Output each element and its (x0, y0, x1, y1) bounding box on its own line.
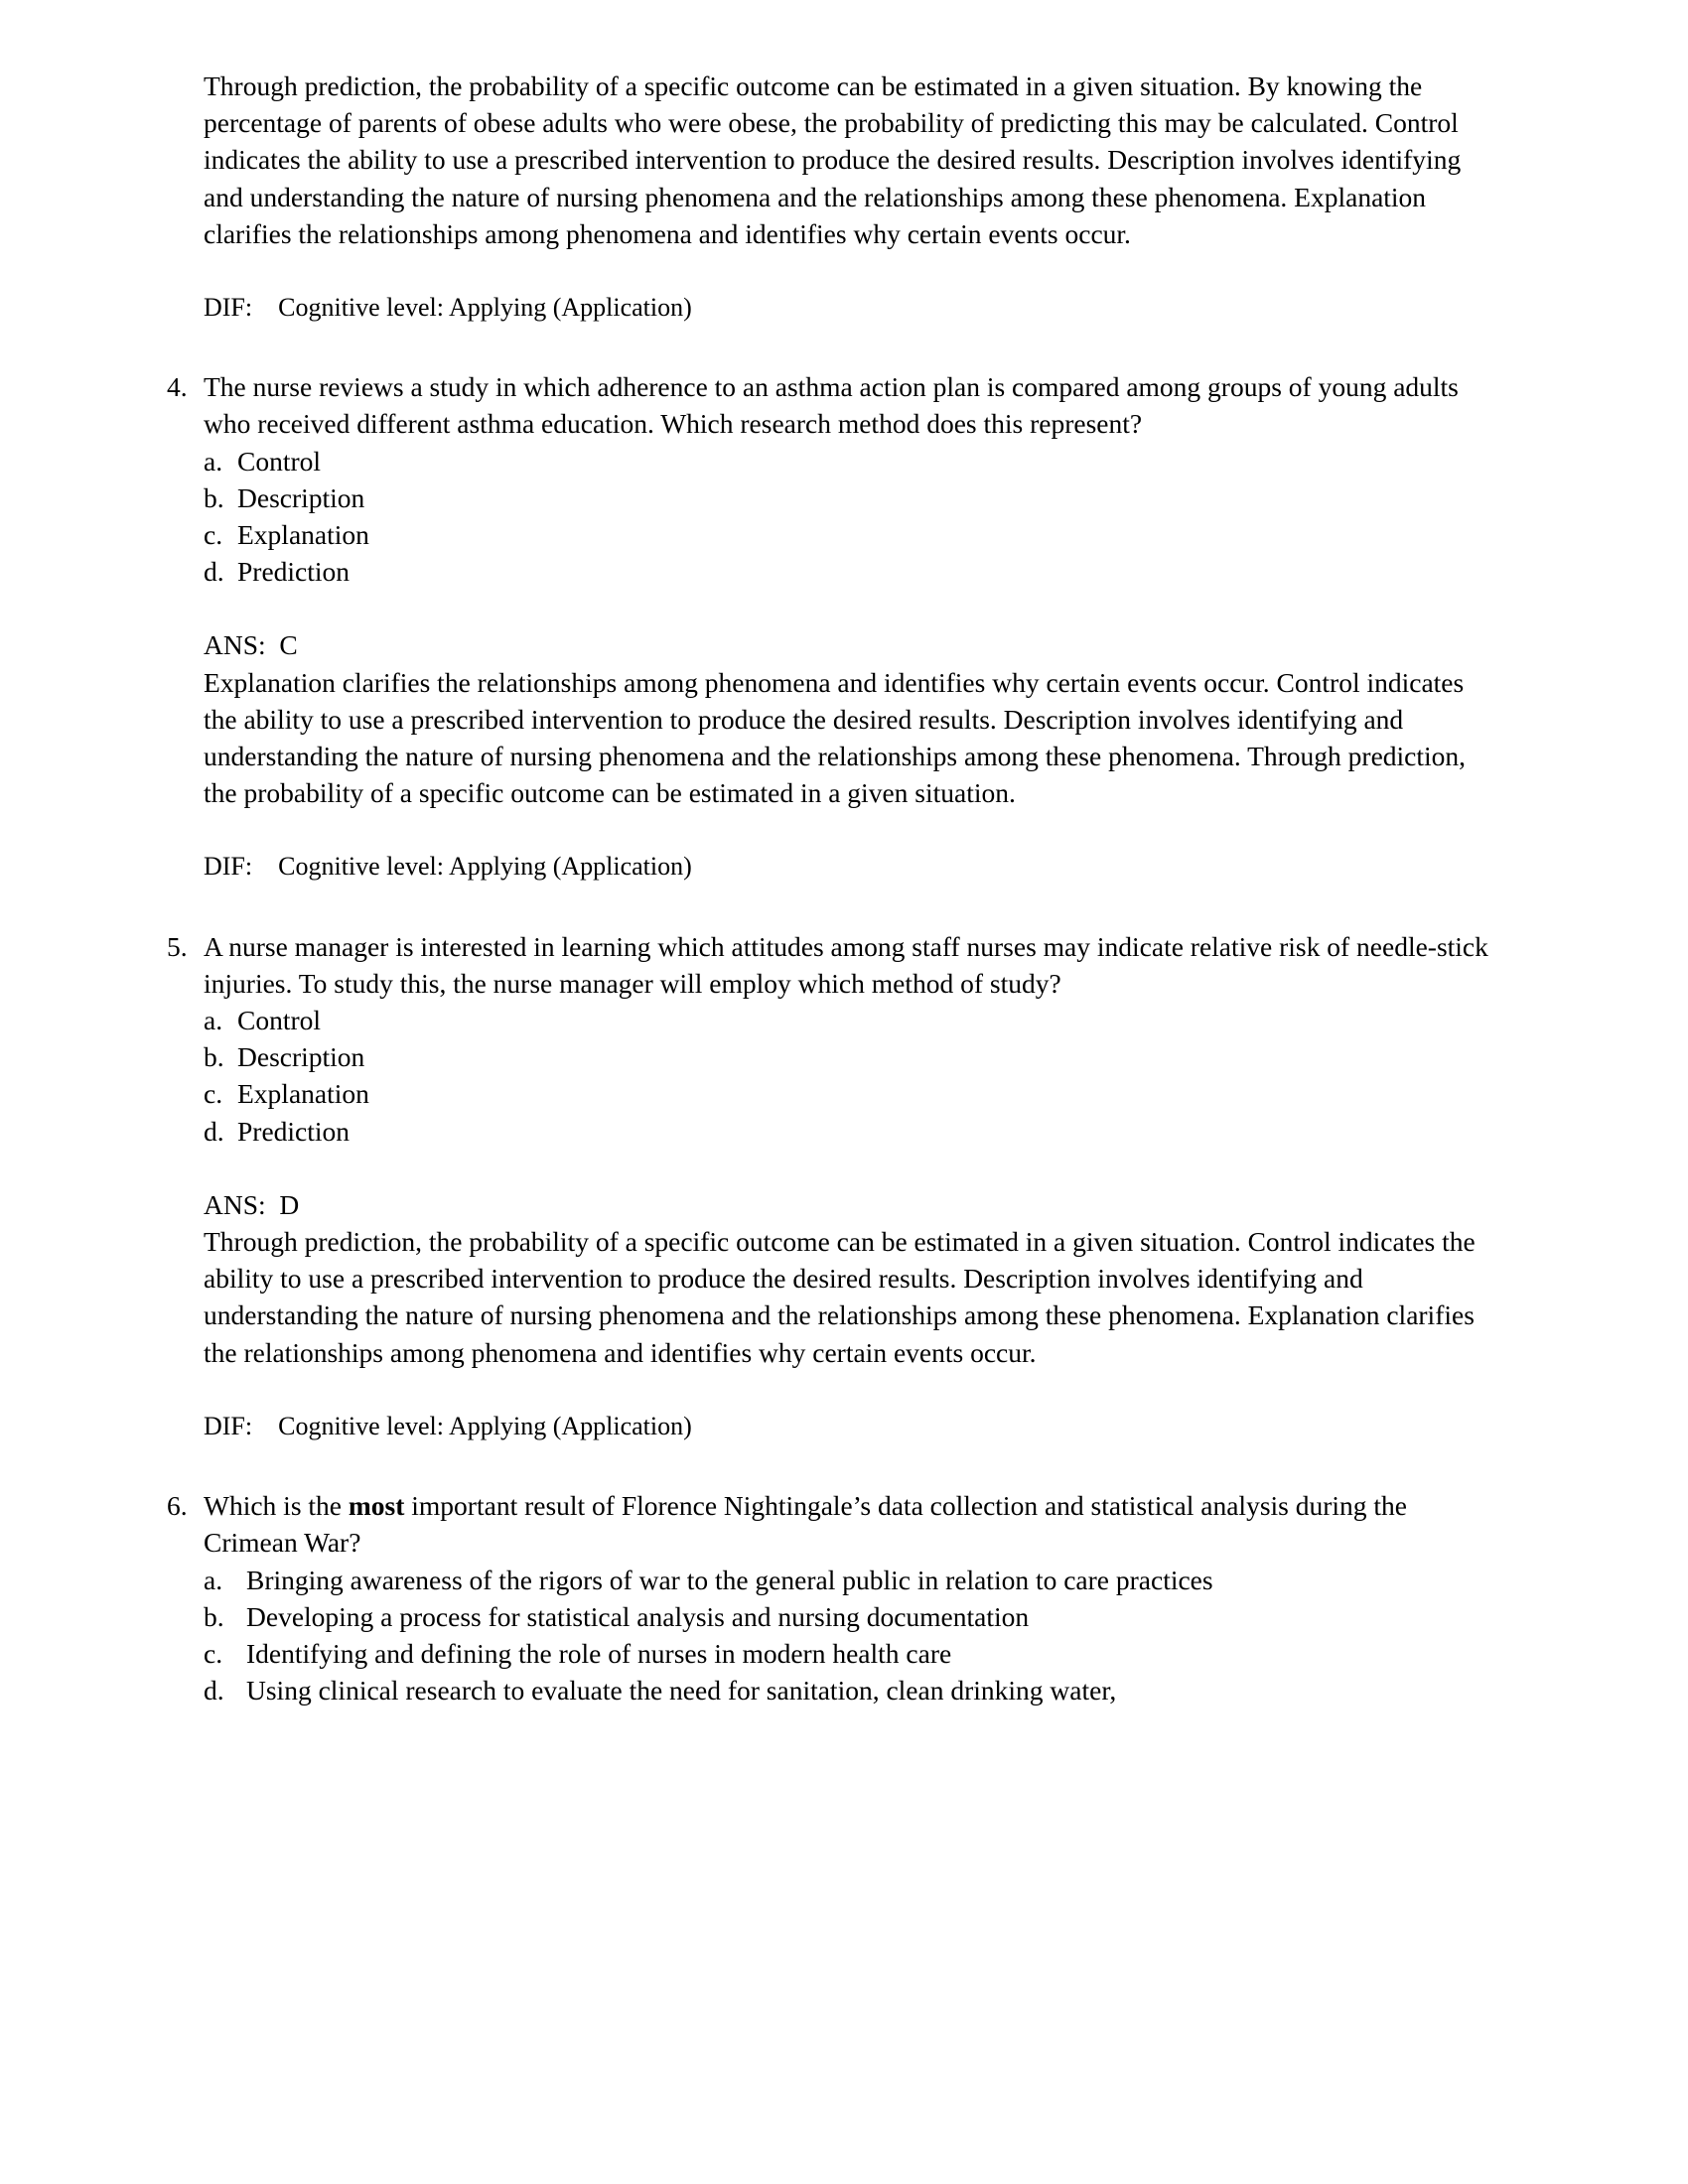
dif-label: DIF: (204, 852, 253, 882)
option-letter: b. (204, 1600, 224, 1632)
options-list-4 (204, 443, 1494, 591)
dif-line-5 (204, 1408, 1494, 1444)
option-text: Using clinical research to evaluate the need for sanitation, clean drinking water, (246, 1675, 1117, 1706)
option-text: Identifying and defining the role of nurses in modern health care (246, 1637, 952, 1669)
question-stem-text: The nurse reviews a study in which adherence to an asthma action plan is compared among groups of young adults who received different asthma education. Which research method does this represent? (204, 371, 1459, 440)
question-number-5: 5. (167, 930, 188, 962)
option-text: Prediction (237, 1115, 351, 1147)
option-item[interactable] (204, 1075, 1494, 1112)
option-item[interactable] (204, 1113, 1494, 1150)
dif-value: Cognitive level: Applying (Application) (278, 1411, 692, 1440)
option-item[interactable] (204, 1038, 1494, 1075)
dif-line-4 (204, 848, 1494, 885)
option-text: Explanation (237, 1078, 369, 1110)
option-letter: d. (204, 1675, 224, 1706)
answer-line-4 (204, 626, 1494, 663)
question-stem-6 (204, 1487, 1494, 1561)
answer-label: ANS: (204, 1188, 266, 1220)
answer-value: C (279, 629, 298, 661)
options-list-5 (204, 1002, 1494, 1150)
question-number-6: 6. (167, 1490, 188, 1522)
option-text: Description (237, 481, 365, 513)
option-letter: a. (204, 445, 223, 477)
answer-line-5 (204, 1186, 1494, 1223)
dif-line-top (204, 289, 1494, 326)
option-text: Control (237, 1005, 322, 1036)
answer-block-5 (204, 1186, 1494, 1371)
question-stem-text: A nurse manager is interested in learning which attitudes among staff nurses may indicate relative risk of needle-stick injuries. To study this, the nurse manager will employ which method of study? (204, 930, 1488, 999)
question-content-4 (204, 368, 1494, 885)
dif-label: DIF: (204, 293, 253, 323)
option-item[interactable] (204, 443, 1494, 479)
option-item[interactable] (204, 1672, 1494, 1708)
option-item[interactable] (204, 1002, 1494, 1038)
option-letter: b. (204, 1041, 224, 1073)
question-content-5 (204, 928, 1494, 1444)
dif-value: Cognitive level: Applying (Application) (278, 852, 692, 882)
document-body (167, 68, 1494, 1708)
option-item[interactable] (204, 553, 1494, 590)
question-number-4: 4. (167, 371, 188, 403)
question-stem-text-before: Which is the (204, 1490, 349, 1522)
option-text: Bringing awareness of the rigors of war to the general public in relation to care practices (246, 1564, 1213, 1595)
question-block-5 (167, 928, 1494, 1444)
option-letter: a. (204, 1564, 223, 1595)
option-item[interactable] (204, 479, 1494, 516)
option-letter: b. (204, 481, 224, 513)
answer-block-4 (204, 626, 1494, 811)
dif-label: DIF: (204, 1411, 253, 1440)
dif-value: Cognitive level: Applying (Application) (278, 293, 692, 323)
answer-rationale-4: Explanation clarifies the relationships among phenomena and identifies why certain events occur. Control indicates the ability to use a prescribed intervention to produce the desired results. Description involves identifying and understanding the nature of nursing phenomena and the relationships among these phenomena. Through prediction, the probability of a specific outcome can be estimated in a given situation. (204, 666, 1467, 809)
question-stem-4 (204, 368, 1494, 442)
answer-value: D (279, 1188, 300, 1220)
question-stem-emphasis: most (348, 1490, 405, 1522)
option-item[interactable] (204, 1598, 1494, 1635)
option-text: Explanation (237, 519, 369, 551)
option-item[interactable] (204, 516, 1494, 553)
option-letter: c. (204, 1637, 223, 1669)
answer-label: ANS: (204, 629, 266, 661)
option-letter: c. (204, 1078, 223, 1110)
continuation-paragraph: Through prediction, the probability of a specific outcome can be estimated in a given situation. By knowing the percentage of parents of obese adults who were obese, the probability of predicting this may be calculated. Control indicates the ability to use a prescribed intervention to produce the desired results. Description involves identifying and understanding the nature of nursing phenomena and the relationships among these phenomena. Explanation clarifies the relationships among phenomena and identifies why certain events occur. (204, 70, 1462, 249)
option-letter: a. (204, 1005, 223, 1036)
option-text: Description (237, 1041, 365, 1073)
option-item[interactable] (204, 1635, 1494, 1672)
question-stem-text-after: important result of Florence Nightingale’s data collection and statistical analysis during the Crimean War? (204, 1490, 1408, 1559)
option-item[interactable] (204, 1562, 1494, 1598)
option-text: Control (237, 445, 322, 477)
question-stem-5 (204, 928, 1494, 1002)
option-letter: d. (204, 1115, 224, 1147)
answer-rationale-5: Through prediction, the probability of a specific outcome can be estimated in a given situation. Control indicates the ability to use a prescribed intervention to produce the desired results. Description involves identifying and understanding the nature of nursing phenomena and the relationships among these phenomena. Explanation clarifies the relationships among phenomena and identifies why certain events occur. (204, 1226, 1476, 1368)
question-block-4 (167, 368, 1494, 885)
option-text: Developing a process for statistical analysis and nursing documentation (246, 1600, 1030, 1632)
option-text: Prediction (237, 556, 351, 588)
question-block-6 (167, 1487, 1494, 1708)
option-letter: d. (204, 556, 224, 588)
option-letter: c. (204, 519, 223, 551)
question-content-6 (204, 1487, 1494, 1708)
options-list-6 (204, 1562, 1494, 1709)
